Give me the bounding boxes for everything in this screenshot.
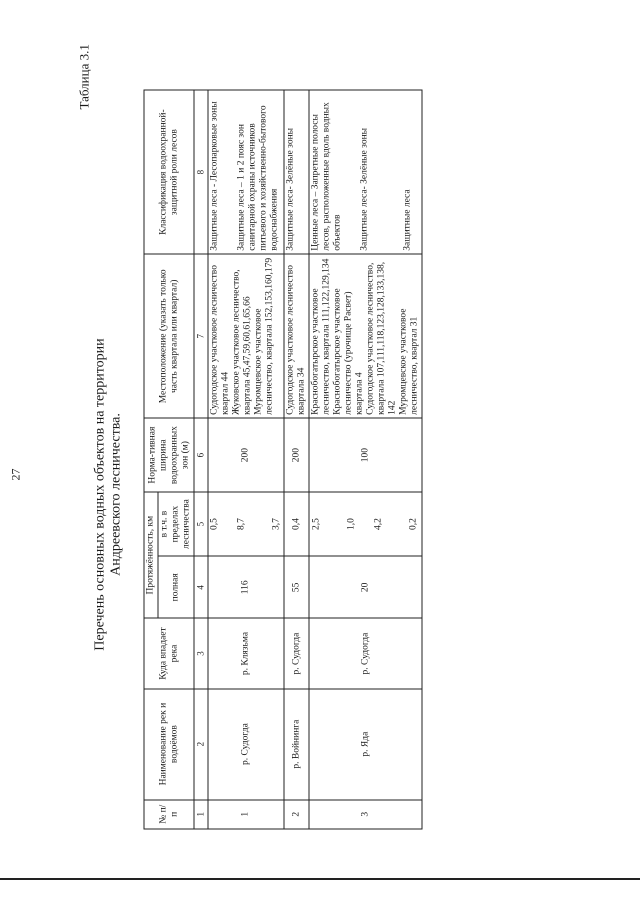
- row-num: 2: [284, 800, 309, 829]
- river-outlet: р. Судогда: [309, 618, 422, 688]
- page-number: 27: [8, 468, 22, 481]
- heading-line-1: Перечень основных водных объектов на территории: [92, 338, 107, 651]
- protection-width: 200: [208, 418, 284, 492]
- column-number-row: [194, 90, 208, 829]
- water-body-name: р. Судогда: [208, 689, 284, 800]
- table-label: Таблица 3.1: [76, 44, 91, 110]
- length-total: 55: [284, 556, 309, 618]
- protection-width: 100: [309, 418, 422, 492]
- length-within-value: 8,7: [236, 518, 246, 531]
- row-num: 3: [309, 800, 422, 829]
- location-entry: Краснобогатырское участковое лесничество (урочище Расвет) квартала 4: [332, 288, 364, 415]
- classification-entry: Ценные леса – Запретные полосы лесов, расположенные вдоль водных объектов: [310, 102, 342, 251]
- col-header-length-within: в т.ч. в пределах лесничества: [158, 492, 194, 556]
- classification-entry: Защитные леса- Зелёные зоны: [359, 127, 369, 251]
- col-header-length-total: полная: [158, 556, 194, 618]
- column-number: 3: [194, 618, 208, 688]
- location-entry: Краснобогатырское участковое лесничество, квартала 111,122,129,134: [310, 258, 331, 415]
- table-row: [208, 90, 284, 829]
- heading-line-2: Андреевского лесничества.: [108, 413, 123, 576]
- location-entry: Жуковское участковое лесничество, квартала 45,47,59,60,61,65,66: [231, 269, 252, 415]
- classification-entry: Защитные леса: [402, 189, 412, 251]
- table-row: [309, 90, 422, 829]
- location-entry: Муромцевское участковое лесничество, квартала 152,153,160,179: [253, 257, 274, 415]
- classification-entry: Защитные леса - Лесопарковые зоны: [209, 101, 219, 251]
- water-body-name: р. Яда: [309, 689, 422, 800]
- column-number: 1: [194, 800, 208, 829]
- table-row: [284, 90, 309, 829]
- length-within-value: 0,2: [408, 518, 418, 531]
- location-entry: Муромцевское участковое лесничество, квартал 31: [398, 308, 419, 415]
- classification-entry: Защитные леса- Зелёные зоны: [285, 127, 295, 251]
- location-entry: Судогодское участковое лесничество квартала 34: [285, 265, 306, 415]
- water-objects-table: [143, 90, 422, 830]
- table-heading: [92, 195, 124, 795]
- column-number: 5: [194, 492, 208, 556]
- col-header-outlet: Куда впадает река: [144, 618, 194, 688]
- length-within: [309, 492, 422, 556]
- classification: [208, 90, 284, 254]
- column-number: 2: [194, 689, 208, 800]
- col-header-width: Норма-тивная ширина водоохранных зон (м): [144, 418, 194, 492]
- location: [309, 254, 422, 418]
- location: [284, 254, 309, 418]
- length-within-value: 2,5: [311, 518, 321, 531]
- row-num: 1: [208, 800, 284, 829]
- river-outlet: р. Клязьма: [208, 618, 284, 688]
- classification-entry: Защитные леса – 1 и 2 пояс зон санитарной охраны источников питьевого и хозяйственно-бытового водоснабжения: [236, 105, 279, 251]
- location-entry: Судогодское участковое лесничество, квартала 107,111,118,123,128,133,138, 142: [365, 261, 397, 415]
- water-body-name: р. Войнинга: [284, 689, 309, 800]
- col-header-name: Наименование рек и водоёмов: [144, 689, 194, 800]
- length-total: 20: [309, 556, 422, 618]
- column-number: 6: [194, 418, 208, 492]
- river-outlet: р. Судогда: [284, 618, 309, 688]
- length-within: [208, 492, 284, 556]
- col-header-classification: Классификация водоохранной-защитной роли лесов: [144, 90, 194, 254]
- length-within-value: 1,0: [346, 518, 356, 531]
- classification: [284, 90, 309, 254]
- column-number: 4: [194, 556, 208, 618]
- length-within-value: 4,2: [373, 518, 383, 531]
- protection-width: 200: [284, 418, 309, 492]
- length-within-value: 3,7: [271, 518, 281, 531]
- header-row: [144, 90, 158, 829]
- length-within-value: 0,5: [209, 518, 219, 531]
- location: [208, 254, 284, 418]
- col-header-location: Местоположение (указать только часть квартала или квартал): [144, 254, 194, 418]
- classification: [309, 90, 422, 254]
- column-number: 7: [194, 254, 208, 418]
- col-header-length-group: Протяжённость, км: [144, 492, 158, 619]
- length-total: 116: [208, 556, 284, 618]
- col-header-num: № п/п: [144, 800, 194, 829]
- location-entry: Судогодское участковое лесничество квартал 44: [209, 265, 230, 415]
- length-within: 0,4: [284, 492, 309, 556]
- column-number: 8: [194, 90, 208, 254]
